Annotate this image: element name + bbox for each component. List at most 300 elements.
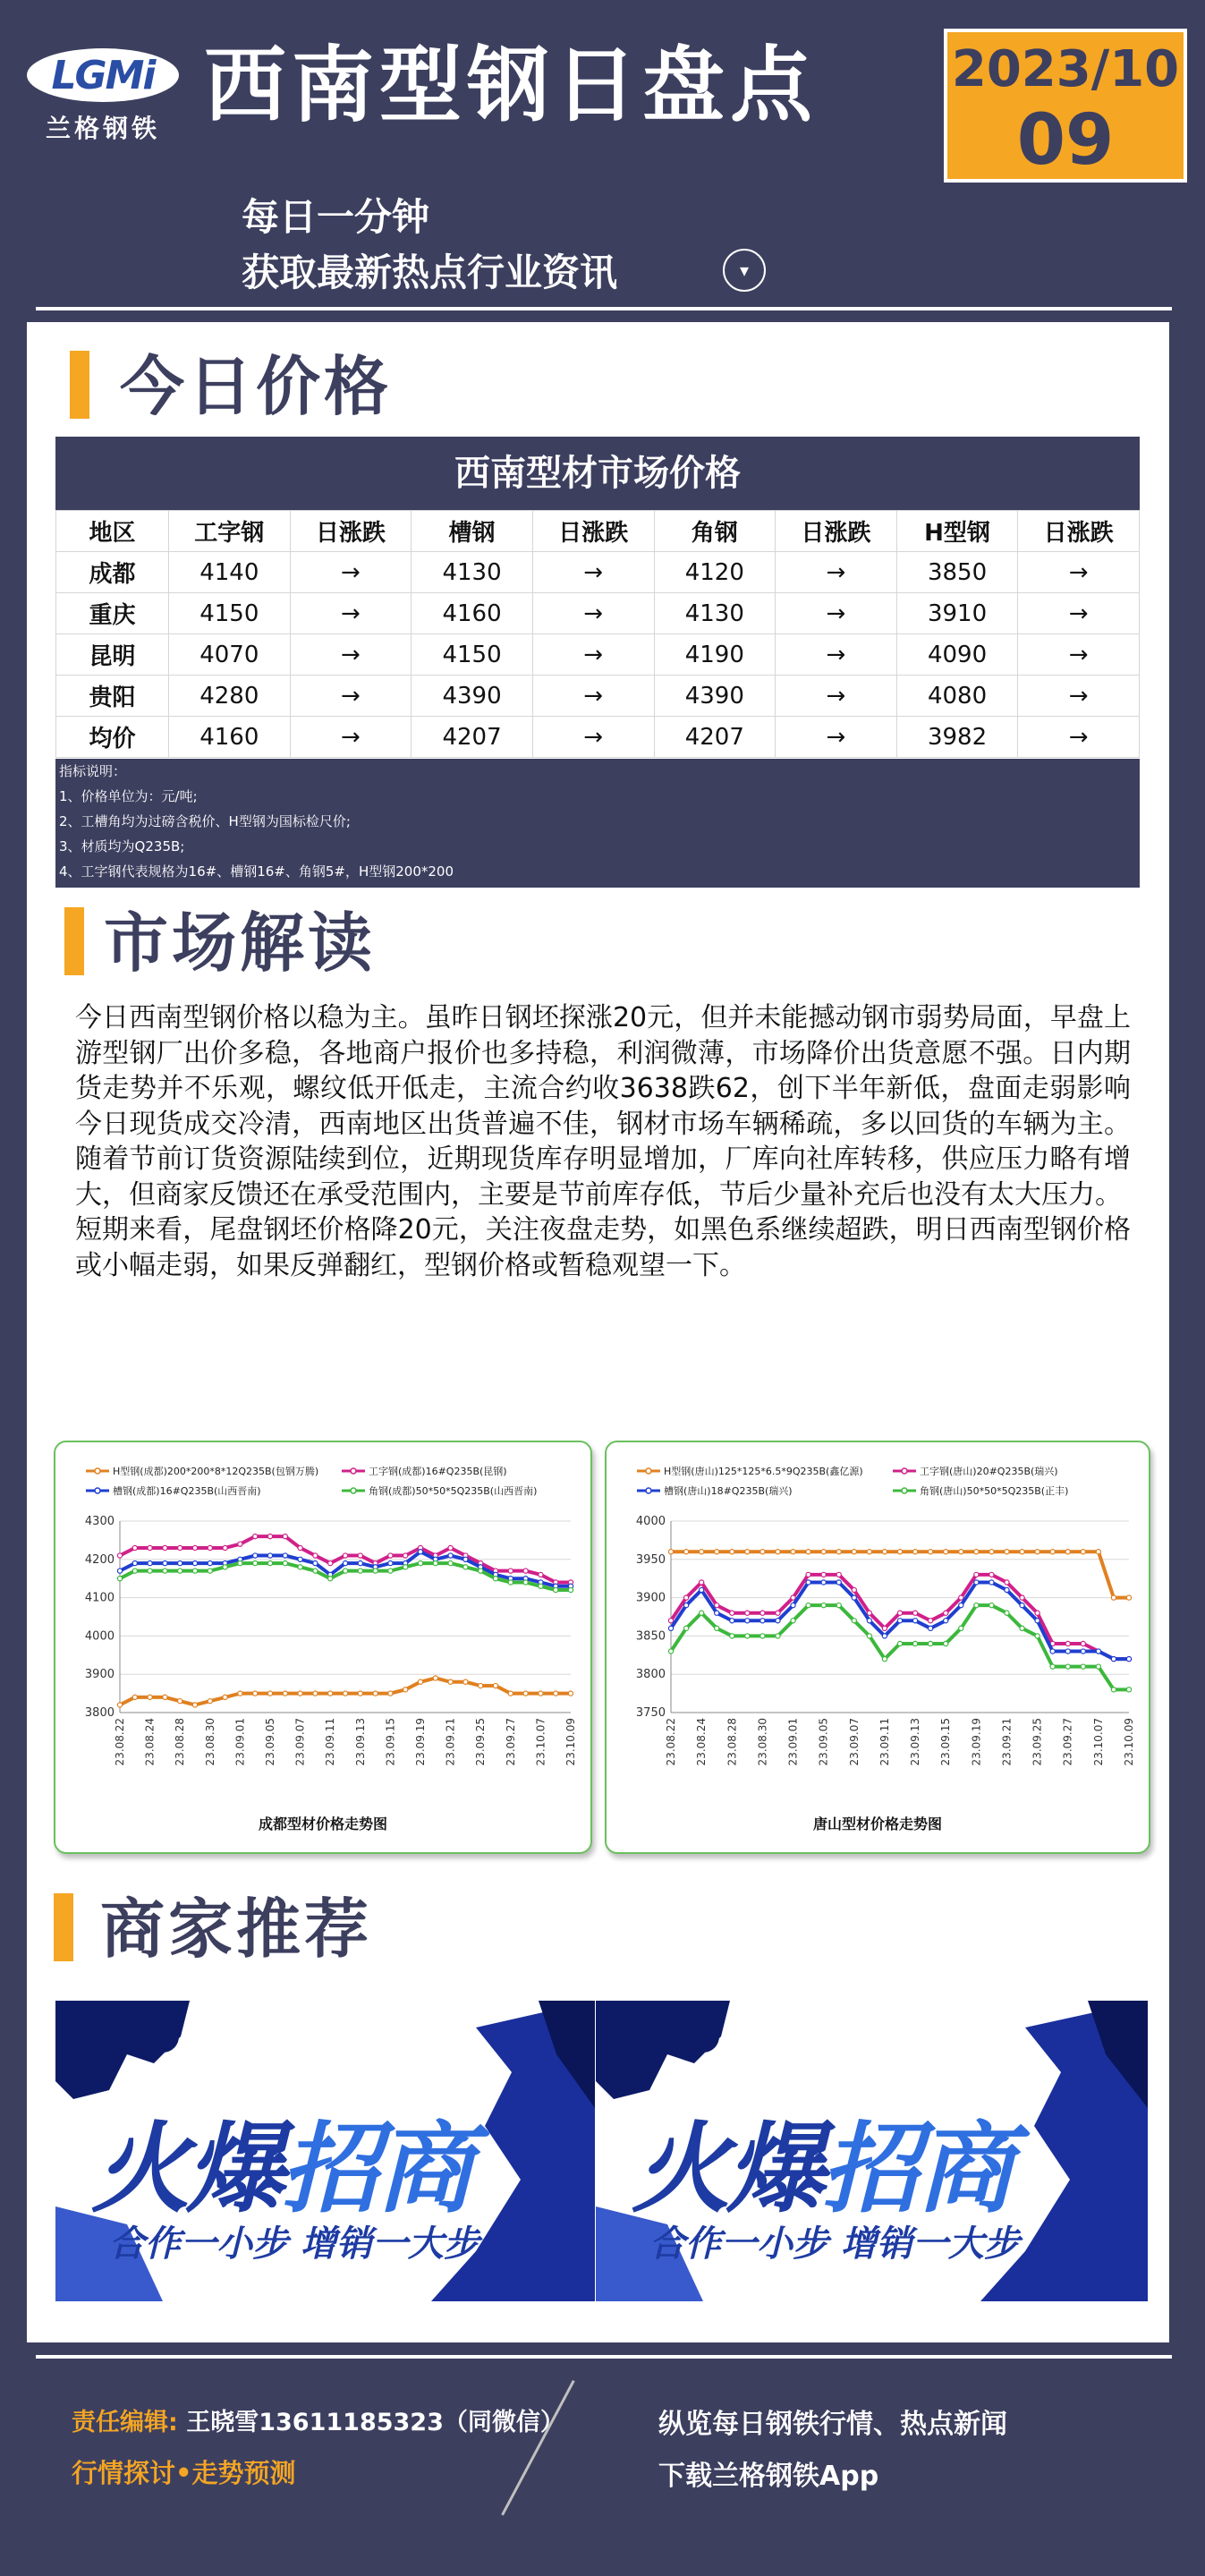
ad-tagline: 合作一小步 增销一大步 <box>109 2223 479 2265</box>
header-divider <box>36 307 1172 310</box>
table-cell: → <box>1018 552 1140 593</box>
subtitle-line2: 获取最新热点行业资讯 <box>242 251 618 294</box>
data-point <box>1005 1580 1009 1585</box>
data-point <box>493 1683 497 1688</box>
x-tick-label: 23.09.25 <box>474 1718 488 1766</box>
x-tick-label: 23.09.07 <box>293 1718 307 1766</box>
ad-headline-b: 招商 <box>821 2112 1011 2226</box>
data-point <box>523 1580 528 1585</box>
table-row <box>56 676 1140 717</box>
legend-marker <box>351 1468 356 1474</box>
data-point <box>448 1545 453 1550</box>
data-point <box>208 1699 212 1704</box>
data-point <box>668 1619 673 1623</box>
data-point <box>1035 1619 1040 1623</box>
table-cell: → <box>776 593 897 634</box>
table-cell: → <box>776 717 897 758</box>
data-point <box>313 1553 318 1558</box>
data-point <box>730 1550 734 1554</box>
data-point <box>683 1595 688 1600</box>
data-point <box>700 1611 704 1615</box>
data-point <box>912 1641 917 1645</box>
table-cell: → <box>1018 676 1140 717</box>
data-point <box>1126 1656 1131 1661</box>
data-point <box>715 1626 719 1630</box>
data-point <box>959 1595 963 1600</box>
x-tick-label: 23.08.24 <box>695 1718 709 1766</box>
data-point <box>463 1557 468 1561</box>
table-header-cell: 地区 <box>56 511 169 552</box>
data-point <box>267 1553 272 1558</box>
data-point <box>668 1550 673 1554</box>
data-point <box>897 1611 902 1615</box>
data-point <box>283 1535 287 1539</box>
data-point <box>974 1580 979 1585</box>
data-point <box>418 1550 422 1554</box>
x-tick-label: 23.09.11 <box>324 1718 337 1766</box>
table-header-cell: 工字钢 <box>169 511 291 552</box>
data-point <box>539 1572 543 1577</box>
table-cell: 4140 <box>169 552 291 593</box>
x-tick-label: 23.09.27 <box>1061 1718 1074 1766</box>
data-point <box>343 1569 347 1573</box>
data-point <box>683 1626 688 1630</box>
legend-marker <box>646 1468 651 1474</box>
editor-label: 责任编辑: <box>72 2409 178 2436</box>
x-tick-label: 23.10.09 <box>564 1718 577 1766</box>
footer-editor <box>72 2402 564 2437</box>
logo-cn-text: 兰格钢铁 <box>45 114 160 143</box>
data-point <box>700 1587 704 1592</box>
data-point <box>448 1560 453 1565</box>
data-point <box>403 1688 408 1692</box>
section-marker <box>54 1893 73 1961</box>
data-point <box>178 1569 182 1573</box>
data-point <box>313 1560 318 1565</box>
footer-divider <box>36 2355 1172 2359</box>
data-point <box>298 1691 302 1696</box>
data-point <box>132 1560 137 1565</box>
data-point <box>298 1557 302 1561</box>
data-point <box>730 1611 734 1615</box>
footer-slash <box>501 2380 574 2516</box>
table-cell: → <box>532 717 654 758</box>
analysis-paragraph: 短期来看，尾盘钢坯价格降20元，关注夜盘走势，如黑色系继续超跌，明日西南型钢价格或小幅走弱，如果反弹翻红，型钢价格或暂稳观望一下。 <box>75 1214 1131 1281</box>
data-point <box>944 1619 948 1623</box>
x-tick-label: 23.10.07 <box>1091 1718 1105 1766</box>
table-cell: 4207 <box>654 717 776 758</box>
data-point <box>944 1550 948 1554</box>
data-point <box>117 1577 122 1581</box>
x-tick-label: 23.09.19 <box>970 1718 983 1766</box>
data-point <box>238 1691 242 1696</box>
data-point <box>343 1560 347 1565</box>
table-cell: 均价 <box>56 717 169 758</box>
data-point <box>1065 1649 1070 1654</box>
x-tick-label: 23.10.07 <box>534 1718 547 1766</box>
y-tick-label: 3800 <box>84 1706 115 1720</box>
x-tick-label: 23.10.09 <box>1123 1718 1135 1766</box>
data-point <box>806 1603 810 1608</box>
data-point <box>192 1569 197 1573</box>
data-point <box>852 1550 856 1554</box>
data-point <box>836 1550 841 1554</box>
data-point <box>388 1691 393 1696</box>
data-point <box>730 1619 734 1623</box>
analysis-text <box>75 1000 1131 1283</box>
data-point <box>373 1569 378 1573</box>
data-point <box>974 1550 979 1554</box>
data-point <box>929 1641 933 1645</box>
data-point <box>852 1619 856 1623</box>
table-cell: 4390 <box>412 676 533 717</box>
data-point <box>912 1619 917 1623</box>
x-tick-label: 23.09.25 <box>1031 1718 1044 1766</box>
data-point <box>715 1550 719 1554</box>
table-cell: → <box>776 634 897 676</box>
x-tick-label: 23.08.28 <box>174 1718 187 1766</box>
data-point <box>683 1603 688 1608</box>
data-point <box>148 1695 152 1699</box>
data-point <box>388 1560 393 1565</box>
data-point <box>132 1569 137 1573</box>
data-point <box>791 1550 795 1554</box>
data-point <box>897 1619 902 1623</box>
table-cell: 3850 <box>896 552 1018 593</box>
data-point <box>192 1545 197 1550</box>
data-point <box>912 1611 917 1615</box>
data-point <box>1081 1664 1085 1669</box>
y-tick-label: 4000 <box>84 1629 115 1644</box>
legend-label: 角钢(成都)50*50*5Q235B(山西晋南) <box>369 1485 538 1497</box>
data-point <box>223 1545 227 1550</box>
data-point <box>163 1560 167 1565</box>
data-point <box>463 1679 468 1684</box>
ad-banner[interactable] <box>55 2001 595 2301</box>
data-point <box>944 1641 948 1645</box>
data-point <box>1005 1611 1009 1615</box>
table-cell: → <box>290 634 412 676</box>
data-point <box>776 1619 780 1623</box>
data-point <box>730 1634 734 1638</box>
data-point <box>253 1553 258 1558</box>
table-header-cell: H型钢 <box>896 511 1018 552</box>
data-point <box>1020 1626 1024 1630</box>
data-point <box>897 1550 902 1554</box>
x-tick-label: 23.08.30 <box>756 1718 769 1766</box>
data-point <box>448 1679 453 1684</box>
data-point <box>178 1545 182 1550</box>
data-point <box>897 1641 902 1645</box>
legend-label: 工字钢(唐山)20#Q235B(瑞兴) <box>920 1466 1058 1477</box>
date-badge <box>944 29 1187 183</box>
data-point <box>403 1565 408 1569</box>
note-line: 2、工槽角均为过磅含税价、H型钢为国标检尺价; <box>59 813 351 829</box>
data-point <box>1035 1611 1040 1615</box>
data-point <box>836 1603 841 1608</box>
x-tick-label: 23.09.11 <box>878 1718 891 1766</box>
data-point <box>403 1553 408 1558</box>
data-point <box>821 1572 826 1577</box>
data-point <box>867 1611 871 1615</box>
data-point <box>148 1545 152 1550</box>
table-row <box>56 552 1140 593</box>
note-line: 1、价格单位为：元/吨; <box>59 788 198 804</box>
y-tick-label: 3900 <box>84 1668 115 1682</box>
data-point <box>223 1565 227 1569</box>
section-title-analysis: 市场解读 <box>104 905 377 981</box>
data-point <box>867 1550 871 1554</box>
data-point <box>882 1550 887 1554</box>
data-point <box>328 1560 333 1565</box>
data-point <box>836 1572 841 1577</box>
data-point <box>959 1603 963 1608</box>
data-point <box>700 1550 704 1554</box>
x-tick-label: 23.09.01 <box>233 1718 247 1766</box>
data-point <box>836 1580 841 1585</box>
x-tick-label: 23.08.22 <box>114 1718 126 1766</box>
data-point <box>1050 1550 1055 1554</box>
table-cell: 4150 <box>412 634 533 676</box>
data-point <box>760 1619 765 1623</box>
note-line: 4、工字钢代表规格为16#、槽钢16#、角钢5#，H型钢200*200 <box>59 863 454 880</box>
data-point <box>539 1584 543 1588</box>
data-point <box>208 1560 212 1565</box>
data-point <box>117 1553 122 1558</box>
legend-label: H型钢(成都)200*200*8*12Q235B(包钢万腾) <box>113 1466 319 1477</box>
data-point <box>148 1560 152 1565</box>
x-tick-label: 23.09.15 <box>939 1718 953 1766</box>
data-point <box>1020 1603 1024 1608</box>
chart-title: 唐山型材价格走势图 <box>812 1815 943 1832</box>
data-point <box>523 1569 528 1573</box>
table-cell: 4390 <box>654 676 776 717</box>
ad-headline-a: 火爆 <box>632 2112 821 2226</box>
data-point <box>776 1634 780 1638</box>
data-point <box>776 1611 780 1615</box>
data-point <box>1050 1664 1055 1669</box>
y-tick-label: 4100 <box>84 1591 115 1605</box>
data-point <box>208 1569 212 1573</box>
x-tick-label: 23.09.27 <box>504 1718 517 1766</box>
footer-promo-2[interactable]: 下载兰格钢铁App <box>658 2461 879 2492</box>
legend-label: 工字钢(成都)16#Q235B(昆钢) <box>369 1466 507 1477</box>
table-row <box>56 717 1140 758</box>
data-point <box>373 1691 378 1696</box>
data-point <box>253 1691 258 1696</box>
data-point <box>163 1695 167 1699</box>
data-point <box>791 1603 795 1608</box>
data-point <box>117 1569 122 1573</box>
note-line: 3、材质均为Q235B; <box>59 838 185 854</box>
data-point <box>989 1603 994 1608</box>
y-tick-label: 3750 <box>635 1706 666 1720</box>
section-title-price: 今日价格 <box>120 349 393 424</box>
footer-promo-1: 纵览每日钢铁行情、热点新闻 <box>658 2409 1007 2440</box>
chevron-down-icon[interactable]: ▾ <box>723 249 766 292</box>
data-point <box>821 1550 826 1554</box>
table-cell: 4130 <box>412 552 533 593</box>
data-point <box>433 1560 437 1565</box>
date-day: 09 <box>1016 100 1115 181</box>
chart-title: 成都型材价格走势图 <box>258 1815 388 1832</box>
data-point <box>1126 1595 1131 1600</box>
data-point <box>253 1560 258 1565</box>
data-point <box>343 1553 347 1558</box>
data-point <box>418 1679 422 1684</box>
data-point <box>208 1545 212 1550</box>
ad-headline <box>91 2090 471 2232</box>
data-point <box>683 1550 688 1554</box>
data-point <box>776 1550 780 1554</box>
data-point <box>1096 1550 1100 1554</box>
data-point <box>1096 1649 1100 1654</box>
data-point <box>568 1587 573 1592</box>
data-point <box>760 1611 765 1615</box>
legend-marker <box>902 1468 907 1474</box>
data-point <box>760 1550 765 1554</box>
data-point <box>388 1569 393 1573</box>
data-point <box>493 1577 497 1581</box>
footer-tagline: 行情探讨•走势预测 <box>72 2458 296 2488</box>
data-point <box>539 1691 543 1696</box>
data-point <box>745 1550 750 1554</box>
data-point <box>267 1560 272 1565</box>
data-point <box>929 1619 933 1623</box>
table-cell: → <box>1018 634 1140 676</box>
table-cell: 4160 <box>169 717 291 758</box>
data-point <box>912 1550 917 1554</box>
data-point <box>298 1565 302 1569</box>
table-cell: 4280 <box>169 676 291 717</box>
data-point <box>882 1634 887 1638</box>
ad-tagline: 合作一小步 增销一大步 <box>649 2223 1020 2265</box>
table-cell: → <box>532 552 654 593</box>
chart-chengdu-svg <box>55 1442 590 1852</box>
price-table-title: 西南型材市场价格 <box>55 437 1140 510</box>
data-point <box>867 1619 871 1623</box>
data-point <box>163 1569 167 1573</box>
x-tick-label: 23.09.13 <box>909 1718 922 1766</box>
data-point <box>791 1595 795 1600</box>
data-point <box>929 1626 933 1630</box>
data-point <box>253 1535 258 1539</box>
data-point <box>178 1560 182 1565</box>
x-tick-label: 23.09.07 <box>847 1718 861 1766</box>
data-point <box>959 1550 963 1554</box>
data-point <box>283 1553 287 1558</box>
data-point <box>298 1545 302 1550</box>
data-point <box>974 1603 979 1608</box>
price-table <box>55 510 1140 758</box>
table-cell: → <box>290 717 412 758</box>
data-point <box>1020 1595 1024 1600</box>
y-tick-label: 4200 <box>84 1552 115 1567</box>
data-point <box>479 1569 483 1573</box>
legend-marker <box>902 1488 907 1493</box>
x-tick-label: 23.09.21 <box>444 1718 457 1766</box>
logo-mark: LGMi <box>27 48 179 102</box>
table-cell: 昆明 <box>56 634 169 676</box>
data-point <box>974 1572 979 1577</box>
table-cell: → <box>290 676 412 717</box>
ad-banner[interactable] <box>596 2001 1148 2301</box>
data-point <box>358 1691 362 1696</box>
price-notes <box>55 759 1140 888</box>
ad-headline <box>632 2090 1011 2232</box>
data-point <box>852 1595 856 1600</box>
data-point <box>192 1703 197 1707</box>
data-point <box>989 1580 994 1585</box>
x-tick-label: 23.08.24 <box>143 1718 157 1766</box>
data-point <box>117 1703 122 1707</box>
table-cell: → <box>532 593 654 634</box>
data-point <box>1126 1688 1131 1692</box>
data-point <box>463 1565 468 1569</box>
x-tick-label: 23.09.19 <box>414 1718 427 1766</box>
data-point <box>882 1656 887 1661</box>
table-header-row <box>56 511 1140 552</box>
data-point <box>1111 1595 1116 1600</box>
subtitle-line1: 每日一分钟 <box>242 195 430 239</box>
table-cell: 成都 <box>56 552 169 593</box>
data-point <box>358 1560 362 1565</box>
table-cell: 4150 <box>169 593 291 634</box>
table-header-cell: 日涨跌 <box>776 511 897 552</box>
table-header-cell: 槽钢 <box>412 511 533 552</box>
table-cell: → <box>1018 717 1140 758</box>
chart-tangshan <box>605 1441 1150 1854</box>
data-point <box>806 1572 810 1577</box>
legend-marker <box>95 1468 100 1474</box>
data-point <box>267 1535 272 1539</box>
data-point <box>1065 1550 1070 1554</box>
data-point <box>523 1691 528 1696</box>
data-point <box>508 1569 513 1573</box>
data-point <box>508 1580 513 1585</box>
logo <box>27 36 179 152</box>
table-cell: → <box>776 552 897 593</box>
data-point <box>745 1634 750 1638</box>
data-point <box>283 1691 287 1696</box>
data-point <box>821 1603 826 1608</box>
data-point <box>715 1611 719 1615</box>
data-point <box>1081 1649 1085 1654</box>
data-point <box>1111 1688 1116 1692</box>
section-marker <box>64 907 84 975</box>
table-header-cell: 日涨跌 <box>532 511 654 552</box>
table-cell: → <box>532 676 654 717</box>
data-point <box>192 1560 197 1565</box>
y-tick-label: 3950 <box>635 1552 666 1567</box>
data-point <box>178 1699 182 1704</box>
series-line <box>671 1552 1129 1597</box>
data-point <box>882 1626 887 1630</box>
data-point <box>760 1634 765 1638</box>
x-tick-label: 23.09.15 <box>384 1718 397 1766</box>
data-point <box>745 1611 750 1615</box>
analysis-paragraph: 今日西南型钢价格以稳为主。虽昨日钢坯探涨20元，但并未能撼动钢市弱势局面，早盘上游型钢厂出价多稳，各地商户报价也多持稳，利润微薄，市场降价出货意愿不强。日内期货走势并不乐观，螺纹低开低走，主流合约收3638跌62，创下半年新低，盘面走弱影响今日现货成交冷清，西南地区出货普遍不佳，钢材市场车辆稀疏，多以回货的车辆为主。随着节前订货资源陆续到位，近期现货库存明显增加，厂库向社库转移，供应压力略有增大，但商家反馈还在承受范围内，主要是节前库存低，节后少量补充后也没有太大压力。 <box>75 1002 1131 1211</box>
data-point <box>132 1695 137 1699</box>
data-point <box>238 1542 242 1546</box>
data-point <box>568 1691 573 1696</box>
x-tick-label: 23.08.28 <box>726 1718 739 1766</box>
data-point <box>313 1569 318 1573</box>
data-point <box>132 1545 137 1550</box>
table-cell: 4070 <box>169 634 291 676</box>
table-cell: → <box>776 676 897 717</box>
table-cell: 4130 <box>654 593 776 634</box>
